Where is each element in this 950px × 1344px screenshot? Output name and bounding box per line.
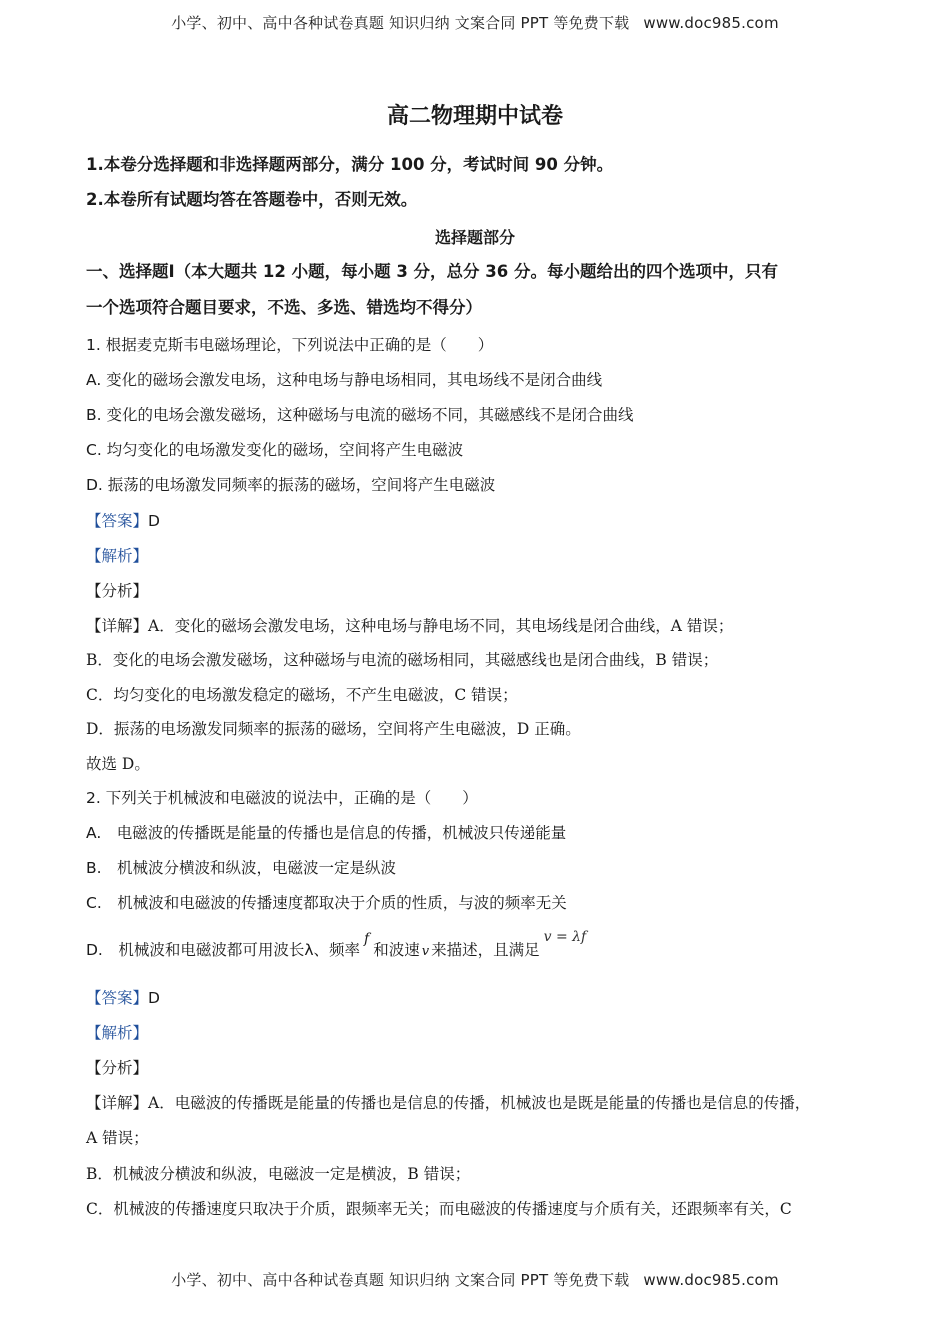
q1-detail-b: B．变化的电场会激发磁场，这种磁场与电流的磁场相同，其磁感线也是闭合曲线，B 错误； <box>86 651 719 669</box>
page-title: 高二物理期中试卷 <box>386 104 563 129</box>
q2-option-c: C. 机械波和电磁波的传播速度都取决于介质的性质，与波的频率无关 <box>86 894 567 912</box>
q2-detail-a: 【详解】A．电磁波的传播既是能量的传播也是信息的传播，机械波也是既是能量的传播也是信息的传播， <box>86 1094 811 1112</box>
header-banner <box>0 12 950 33</box>
q1-answer-value: D <box>148 512 160 530</box>
q2-option-d-mid2: 来描述，且满足 <box>431 941 540 959</box>
q1-detail-d: D．振荡的电场激发同频率的振荡的磁场，空间将产生电磁波，D 正确。 <box>86 720 581 738</box>
q2-option-b: B. 机械波分横波和纵波，电磁波一定是纵波 <box>86 859 397 877</box>
q2-math-v: v <box>421 944 430 959</box>
part-heading-line-1: 一、选择题I（本大题共 12 小题，每小题 3 分，总分 36 分。每小题给出的四个选项中，只有 <box>86 262 779 281</box>
q1-option-b: B. 变化的电场会激发磁场，这种磁场与电流的磁场不同，其磁感线不是闭合曲线 <box>86 406 634 424</box>
q2-option-d <box>86 929 587 963</box>
q2-option-d-mid: 和波速 <box>373 941 420 959</box>
banner-text: 小学、初中、高中各种试卷真题 知识归纳 文案合同 PPT 等免费下载 <box>171 1271 630 1289</box>
banner-text: 小学、初中、高中各种试卷真题 知识归纳 文案合同 PPT 等免费下载 <box>171 14 630 32</box>
q2-math-equation: v = λf <box>543 929 587 945</box>
answer-tag: 【答案】 <box>86 512 149 530</box>
q2-detail-b: B．机械波分横波和纵波，电磁波一定是横波，B 错误； <box>86 1165 471 1183</box>
q2-option-d-prefix: D. 机械波和电磁波都可用波长λ、频率 <box>86 941 361 959</box>
q1-answer <box>86 510 160 532</box>
q1-option-d: D. 振荡的电场激发同频率的振荡的磁场，空间将产生电磁波 <box>86 476 496 494</box>
q1-stem: 1. 根据麦克斯韦电磁场理论，下列说法中正确的是（ ） <box>86 336 494 354</box>
q2-option-a: A. 电磁波的传播既是能量的传播也是信息的传播，机械波只传递能量 <box>86 824 567 842</box>
note-2: 2.本卷所有试题均答在答题卷中，否则无效。 <box>86 190 418 209</box>
section-title: 选择题部分 <box>434 228 515 247</box>
banner-site: www.doc985.com <box>643 1271 779 1289</box>
q2-detail-a-cont: A 错误； <box>86 1129 149 1147</box>
q1-detail-a: 【详解】A．变化的磁场会激发电场，这种电场与静电场不同，其电场线是闭合曲线，A 错误； <box>86 617 734 635</box>
q1-fenxi-tag: 【分析】 <box>86 582 149 600</box>
q1-option-c: C. 均匀变化的电场激发变化的磁场，空间将产生电磁波 <box>86 441 464 459</box>
q2-math-f: f <box>364 931 370 947</box>
q1-conclusion: 故选 D。 <box>86 755 150 773</box>
banner-site: www.doc985.com <box>643 14 779 32</box>
answer-tag: 【答案】 <box>86 989 149 1007</box>
note-1: 1.本卷分选择题和非选择题两部分，满分 100 分，考试时间 90 分钟。 <box>86 155 614 174</box>
q1-analysis-tag: 【解析】 <box>86 547 149 565</box>
footer-banner <box>0 1269 950 1290</box>
q2-answer <box>86 987 160 1009</box>
q1-detail-c: C．均匀变化的电场激发稳定的磁场，不产生电磁波，C 错误； <box>86 686 518 704</box>
q2-detail-c: C．机械波的传播速度只取决于介质，跟频率无关；而电磁波的传播速度与介质有关，还跟频率有关，C <box>86 1200 792 1218</box>
part-heading-line-2: 一个选项符合题目要求，不选、多选、错选均不得分） <box>86 298 482 317</box>
q2-analysis-tag: 【解析】 <box>86 1024 149 1042</box>
q1-option-a: A. 变化的磁场会激发电场，这种电场与静电场相同，其电场线不是闭合曲线 <box>86 371 603 389</box>
q2-fenxi-tag: 【分析】 <box>86 1059 149 1077</box>
q2-answer-value: D <box>148 989 160 1007</box>
q2-stem: 2. 下列关于机械波和电磁波的说法中，正确的是（ ） <box>86 789 478 807</box>
